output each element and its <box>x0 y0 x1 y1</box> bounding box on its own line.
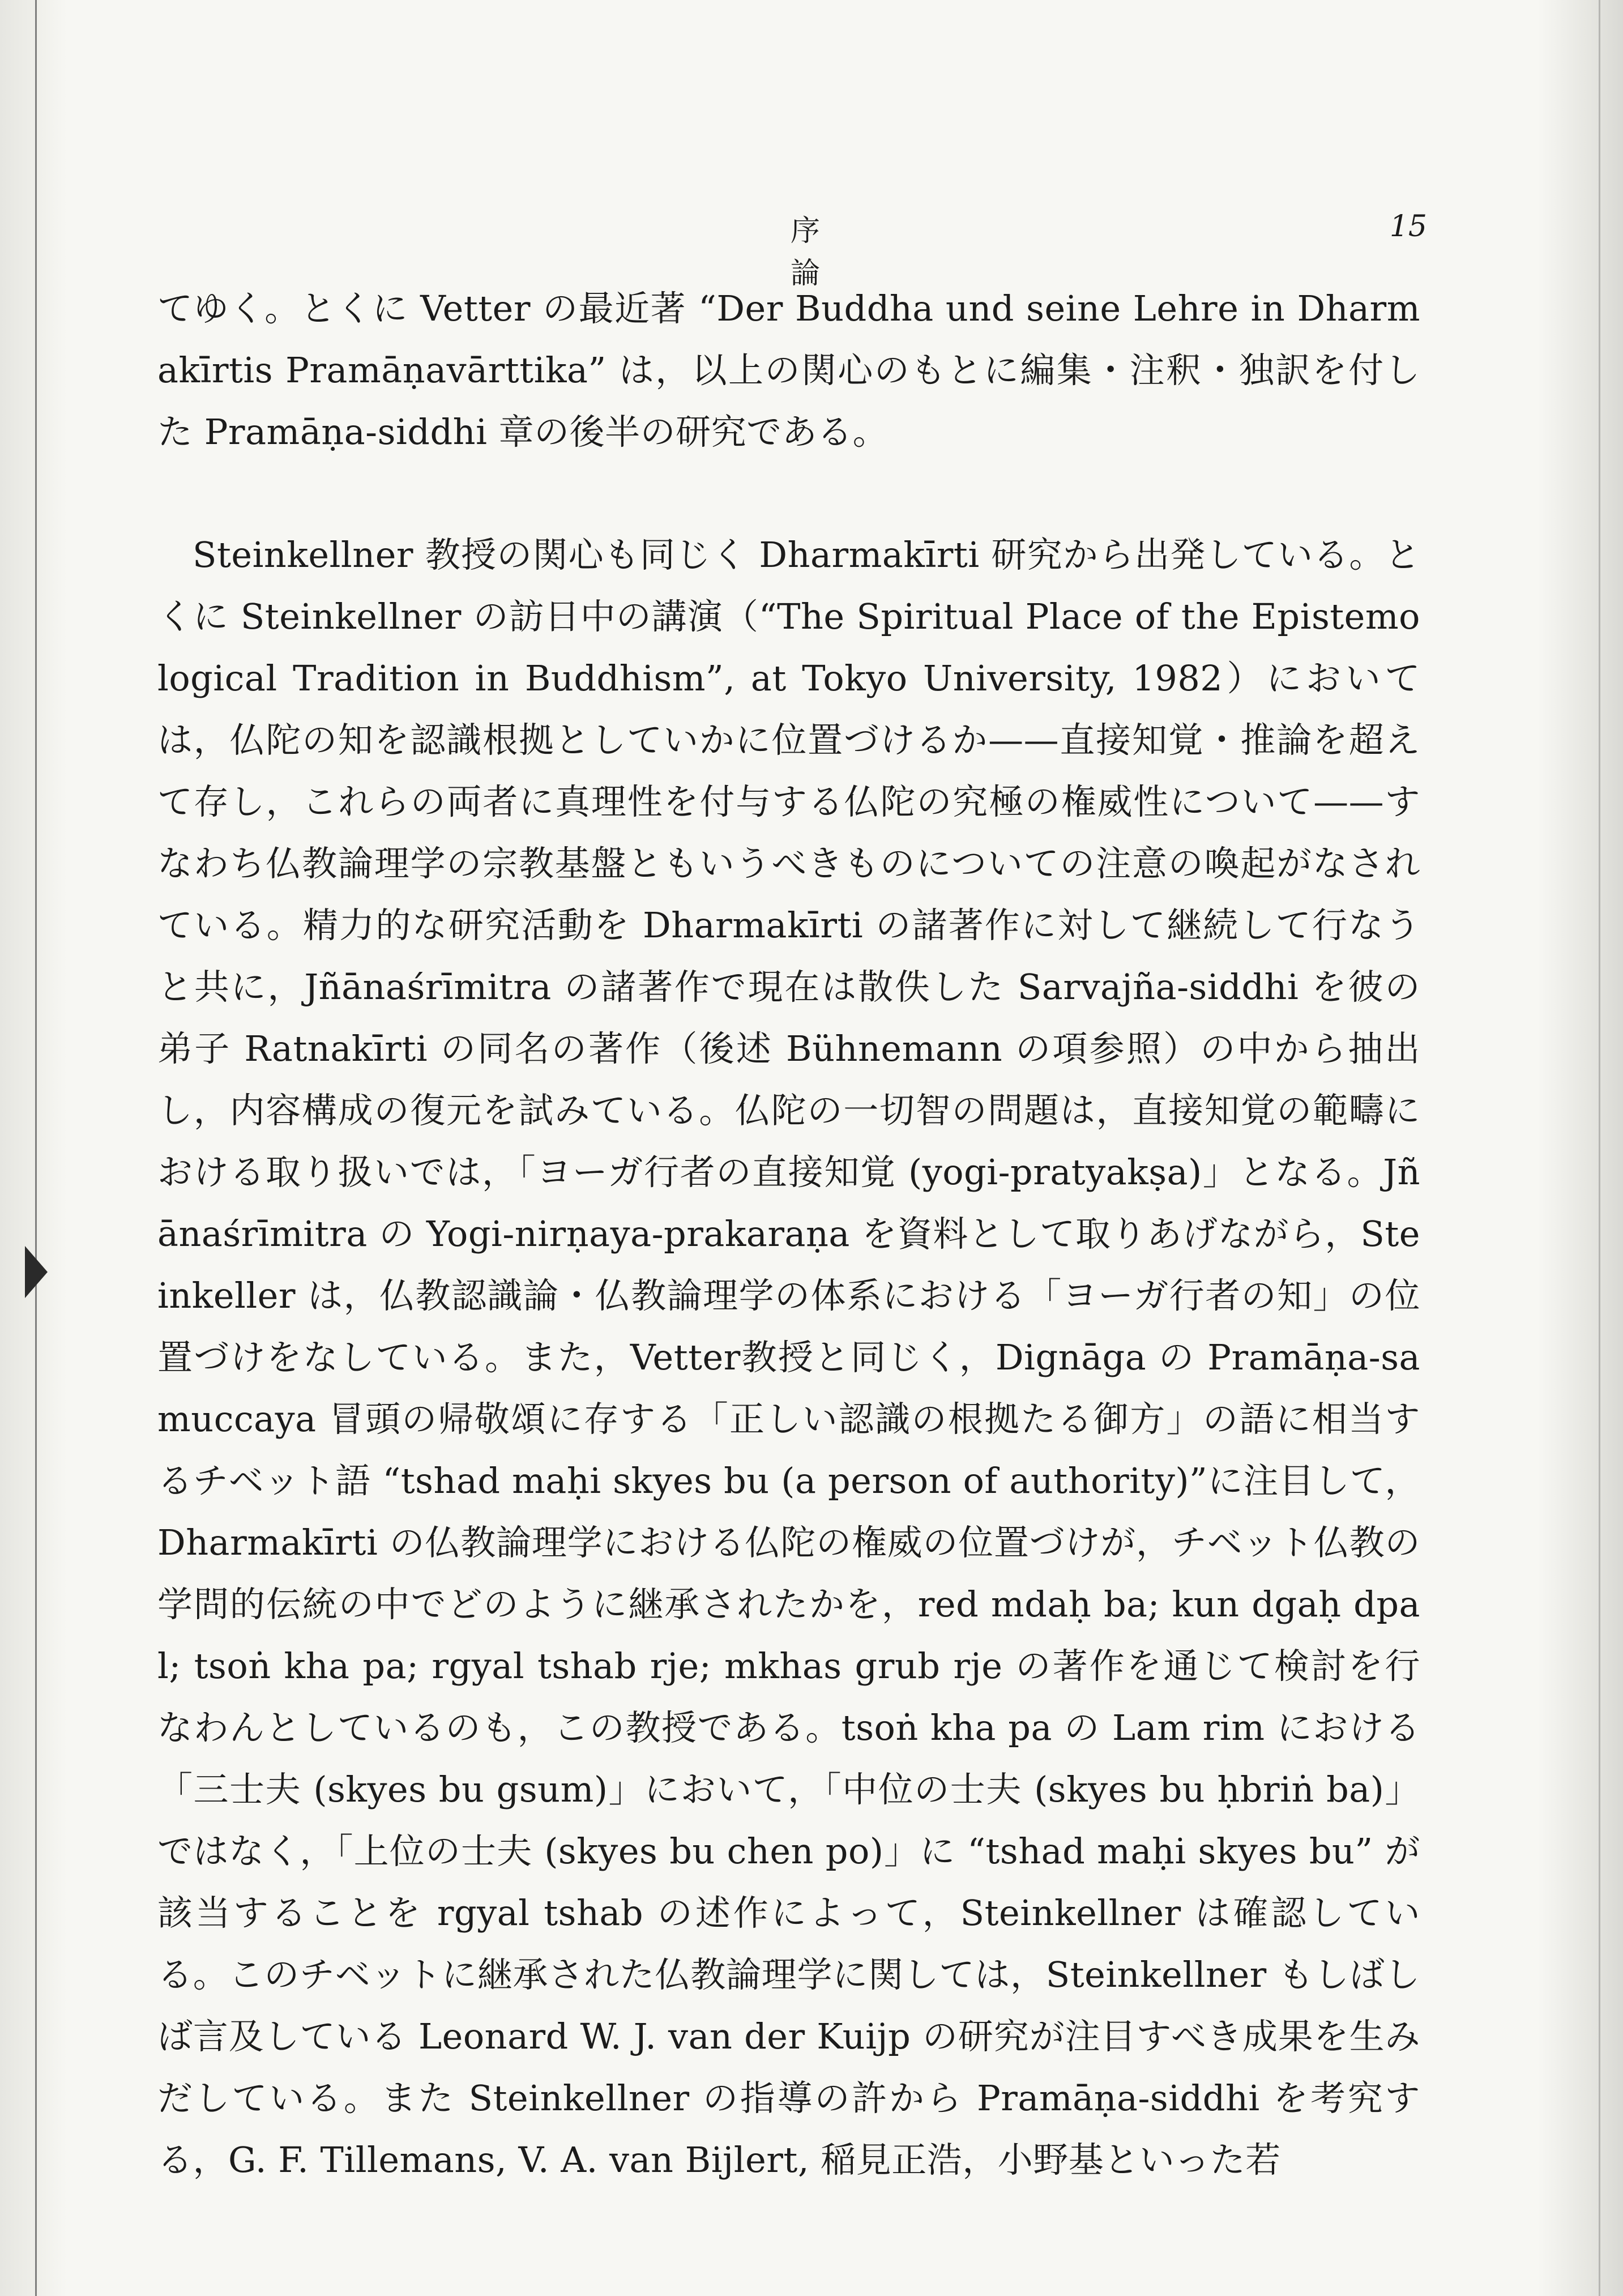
scan-left-edge <box>0 0 67 2296</box>
paragraph-1: てゆく。とくに Vetter の最近著 “Der Buddha und seine Lehre in Dharmakīrtis Pramāṇavārttika” は，以上の関心のもとに編集・注釈・独訳を付した Pramāṇa-siddhi 章の後半の研究である。 <box>157 288 1420 453</box>
scan-right-line <box>1599 0 1600 2296</box>
binding-line <box>35 0 37 2296</box>
scan-right-edge <box>1538 0 1623 2296</box>
binding-marker-icon <box>25 1246 48 1298</box>
running-head: 序 論 <box>790 214 913 291</box>
body-text <box>157 278 1420 2191</box>
page-number: 15 <box>1389 210 1427 244</box>
paragraph-2: Steinkellner 教授の関心も同じく Dharmakīrti 研究から出発している。とくに Steinkellner の訪日中の講演（“The Spiritual Place of the Epistemological Tradition in Buddhism”, at Tokyo University, 1982）においては，仏陀の知を認識根拠としていかに位置づけるか——直接知覚・推論を超えて存し，これらの両者に真理性を付与する仏陀の究極の権威性について——すなわち仏教論理学の宗教基盤ともいうべきものについての注意の喚起がなされている。精力的な研究活動を Dharmakīrti の諸著作に対して継続して行なうと共に，Jñānaśrīmitra の諸著作で現在は散佚した Sarvajña-siddhi を彼の弟子 Ratnakīrti の同名の著作（後述 Bühnemann の項参照）の中から抽出し，内容構成の復元を試みている。仏陀の一切智の問題は，直接知覚の範疇における取り扱いでは，「ヨーガ行者の直接知覚 (yogi-pratyakṣa)」となる。Jñānaśrīmitra の Yogi-nirṇaya-prakaraṇa を資料として取りあげながら，Steinkeller は，仏教認識論・仏教論理学の体系における「ヨーガ行者の知」の位置づけをなしている。また，Vetter教授と同じく，Dignāga の Pramāṇa-samuccaya 冒頭の帰敬頌に存する「正しい認識の根拠たる御方」の語に相当するチベット語 “tshad maḥi skyes bu (a person of authority)”に注目して，Dharmakīrti の仏教論理学における仏陀の権威の位置づけが，チベット仏教の学問的伝統の中でどのように継承されたかを，red mdaḥ ba; kun dgaḥ dpal; tsoṅ kha pa; rgyal tshab rje; mkhas grub rje の著作を通じて検討を行なわんとしているのも，この教授である。tsoṅ kha pa の Lam rim における「三士夫 (skyes bu gsum)」において，「中位の士夫 (skyes bu ḥbriṅ ba)」ではなく，「上位の士夫 (skyes bu chen po)」に “tshad maḥi skyes bu” が該当することを rgyal tshab の述作によって，Steinkellner は確認している。このチベットに継承された仏教論理学に関しては，Steinkellner もしばしば言及している Leonard W. J. van der Kuijp の研究が注目すべき成果を生みだしている。また Steinkellner の指導の許から Pramāṇa-siddhi を考究する，G. F. Tillemans, V. A. van Bijlert, 稲見正浩，小野基といった若 <box>157 534 1421 2180</box>
